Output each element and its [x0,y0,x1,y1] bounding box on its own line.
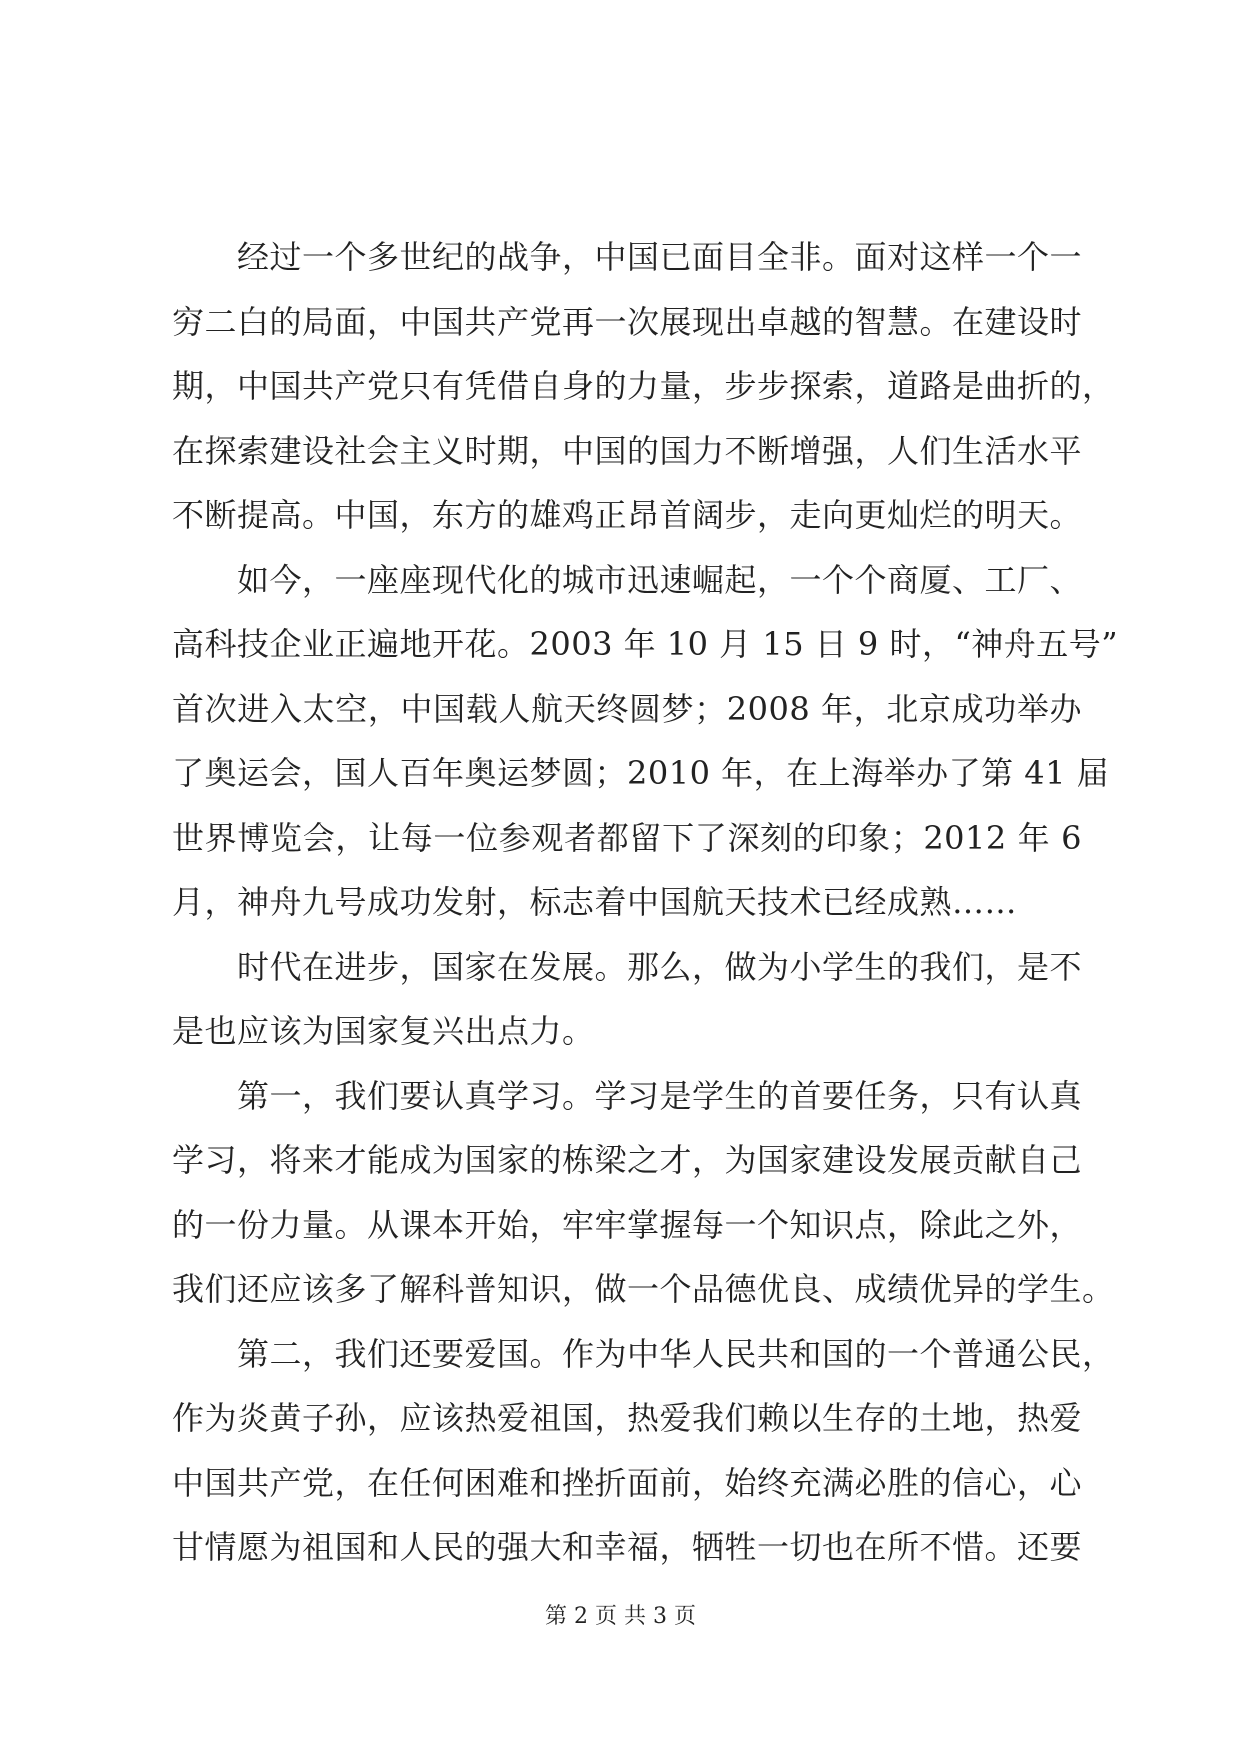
text-line: 第一，我们要认真学习。学习是学生的首要任务，只有认真 [172,1076,1083,1115]
text-line: 时代在进步，国家在发展。那么，做为小学生的我们，是不 [172,947,1083,986]
text-line: 高科技企业正遍地开花。2003 年 10 月 15 日 9 时，“神舟五号” [172,625,1119,663]
text-line: 是也应该为国家复兴出点力。 [172,1012,595,1050]
text-line: 的一份力量。从课本开始，牢牢掌握每一个知识点，除此之外， [172,1205,1083,1244]
text-line: 首次进入太空，中国载人航天终圆梦；2008 年，北京成功举办 [172,689,1082,728]
text-line: 第二，我们还要爱国。作为中华人民共和国的一个普通公民， [172,1334,1115,1373]
text-line: 中国共产党，在任何困难和挫折面前，始终充满必胜的信心，心 [172,1463,1083,1502]
text-line: 如今，一座座现代化的城市迅速崛起，一个个商厦、工厂、 [172,560,1083,599]
text-line: 期，中国共产党只有凭借自身的力量，步步探索，道路是曲折的， [172,367,1115,405]
text-line: 作为炎黄子孙，应该热爱祖国，热爱我们赖以生存的土地，热爱 [172,1399,1083,1437]
body-text [172,225,1119,1580]
text-line: 世界博览会，让每一位参观者都留下了深刻的印象；2012 年 6 [172,818,1082,857]
text-line: 在探索建设社会主义时期，中国的国力不断增强，人们生活水平 [172,431,1083,470]
text-line: 学习，将来才能成为国家的栋梁之才，为国家建设发展贡献自己 [172,1141,1083,1179]
page-number: 第 2 页 共 3 页 [545,1604,696,1629]
text-line: 了奥运会，国人百年奥运梦圆；2010 年，在上海举办了第 41 届 [172,754,1110,792]
page-footer [0,1602,1241,1632]
text-line: 经过一个多世纪的战争，中国已面目全非。面对这样一个一 [172,238,1083,276]
text-line: 我们还应该多了解科普知识，做一个品德优良、成绩优异的学生。 [172,1270,1115,1308]
text-line: 甘情愿为祖国和人民的强大和幸福，牺牲一切也在所不惜。还要 [172,1528,1083,1566]
text-line: 月，神舟九号成功发射，标志着中国航天技术已经成熟…… [172,883,1018,921]
text-line: 穷二白的局面，中国共产党再一次展现出卓越的智慧。在建设时 [172,302,1083,341]
text-line: 不断提高。中国，东方的雄鸡正昂首阔步，走向更灿烂的明天。 [172,496,1083,534]
